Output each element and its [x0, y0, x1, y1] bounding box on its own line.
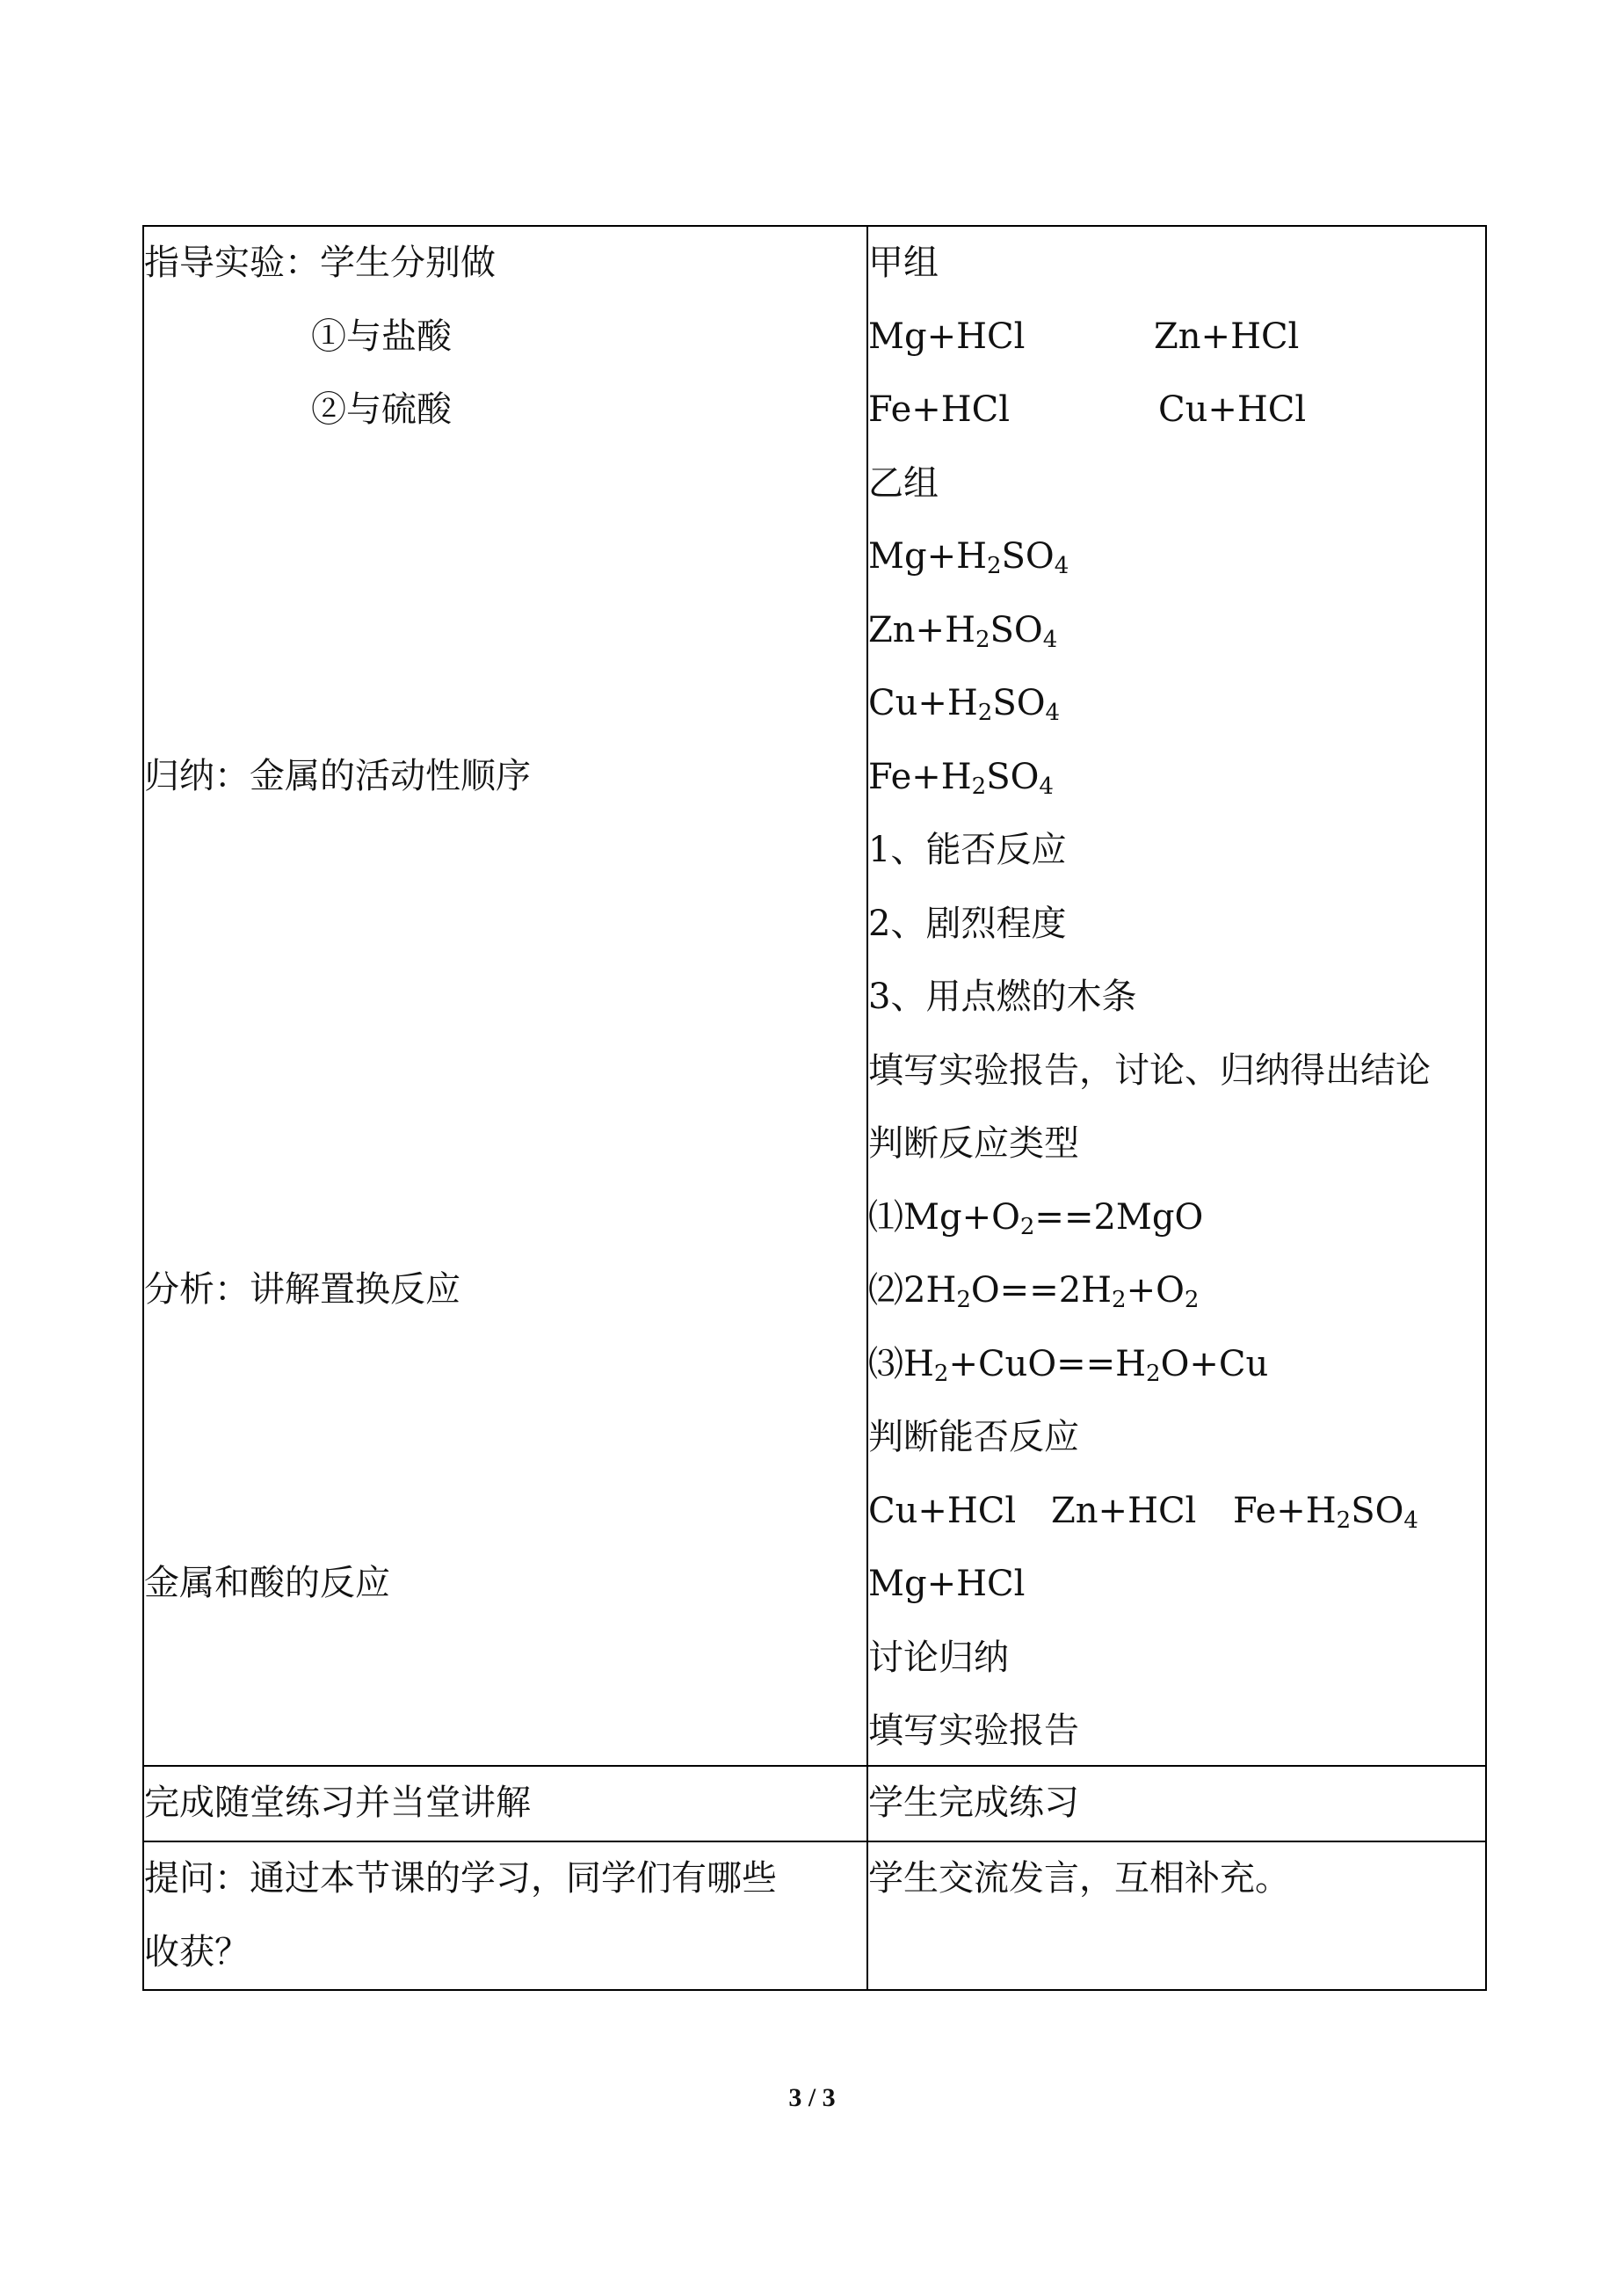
student-activity-cell [867, 226, 1486, 1766]
guide-text: 指导实验：学生分别做 [144, 243, 496, 283]
question-text-line-1: 提问：通过本节课的学习，同学们有哪些 [144, 1858, 777, 1899]
reaction-formula: $Fe+H_2SO_4$ [1233, 1490, 1418, 1534]
practice-student-text: 学生完成练习 [868, 1783, 1079, 1823]
practice-text: 完成随堂练习并当堂讲解 [144, 1783, 531, 1823]
judge-react-text: 判断能否反应 [868, 1417, 1079, 1457]
reaction-formula: Cu+HCl [868, 1490, 1017, 1531]
group-a-row-1 [868, 301, 1485, 374]
reaction-formula: Cu+HCl [1158, 389, 1307, 430]
equation-1: $⑴Mg+O_2==2MgO$ [868, 1196, 1204, 1240]
group-b-formula: $Cu+H_2SO_4$ [868, 683, 1061, 726]
answer-cell [867, 1841, 1486, 1990]
group-b-formula: $Mg+H_2SO_4$ [868, 536, 1069, 579]
group-b-formula: $Fe+H_2SO_4$ [868, 756, 1054, 800]
metal-acid-text: 金属和酸的反应 [144, 1563, 390, 1603]
equation-3: $⑶H_2+CuO==H_2O+Cu$ [868, 1343, 1269, 1387]
acid-item-2: ②与硫酸 [311, 389, 452, 430]
observation-3: 3、用点燃的木条 [868, 977, 1137, 1017]
practice-student-cell [867, 1766, 1486, 1841]
summary-text: 归纳：金属的活动性顺序 [144, 756, 531, 796]
reaction-formula: Fe+HCl [868, 389, 1011, 430]
table-row [143, 1841, 1486, 1990]
observation-2: 2、剧烈程度 [868, 903, 1067, 944]
discuss-text: 讨论归纳 [868, 1637, 1009, 1678]
reaction-formula: Zn+HCl [1154, 316, 1300, 357]
group-b-formula: $Zn+H_2SO_4$ [868, 609, 1058, 653]
lesson-table [142, 225, 1487, 1991]
reaction-formula: Mg+HCl [868, 1564, 1026, 1604]
acid-item-1: ①与盐酸 [311, 316, 452, 357]
fill-report-text: 填写实验报告，讨论、归纳得出结论 [868, 1049, 1431, 1091]
teacher-activity-cell [143, 226, 867, 1766]
reaction-formula: Zn+HCl [1051, 1490, 1197, 1531]
practice-cell [143, 1766, 867, 1841]
answer-text: 学生交流发言，互相补充。 [868, 1858, 1290, 1899]
table-row [143, 226, 1486, 1766]
question-text-line-2: 收获？ [144, 1931, 250, 1972]
equation-2: $⑵2H_2O==2H_2+O_2$ [868, 1270, 1200, 1313]
analysis-text: 分析：讲解置换反应 [144, 1269, 460, 1310]
reaction-formula: Mg+HCl [868, 316, 1026, 357]
group-a-row-2 [868, 374, 1485, 447]
fill-report-text-2: 填写实验报告 [868, 1710, 1079, 1751]
group-a-label: 甲组 [868, 243, 939, 283]
page-number: 3 / 3 [788, 2083, 836, 2112]
question-cell [143, 1841, 867, 1990]
judge-type-text: 判断反应类型 [868, 1123, 1079, 1164]
group-b-label: 乙组 [868, 462, 939, 504]
table-row [143, 1766, 1486, 1841]
reaction-row [868, 1475, 1485, 1549]
observation-1: 1、能否反应 [868, 830, 1067, 870]
